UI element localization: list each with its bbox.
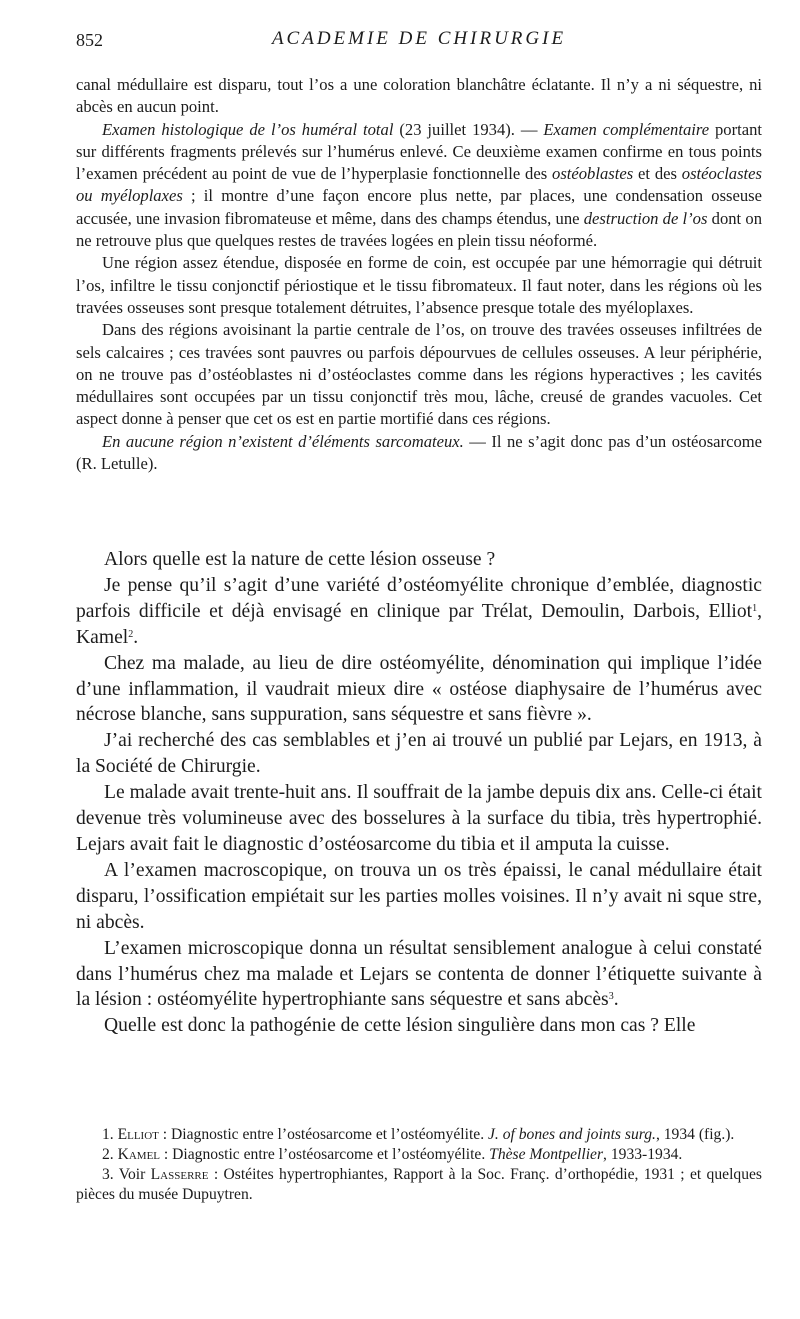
footnote-3: 3. Voir Lasserre : Ostéites hypertrophiantes, Rapport à la Soc. Franç. d’orthopédie, 1931 ; et quelques pièces du musée Dupuytren. — [76, 1166, 762, 1203]
body-paragraph-3: Chez ma malade, au lieu de dire ostéomyélite, dénomination qui implique l’idée d’une inflammation, il vaudrait mieux dire « ostéose diaphysaire de l’humérus avec nécrose blanche, sans suppuration, sans séquestre et sans fièvre ». — [76, 652, 762, 726]
body-paragraph-8: Quelle est donc la pathogénie de cette lésion singulière dans mon cas ? Elle — [104, 1015, 696, 1037]
pathology-report — [76, 74, 762, 475]
footnote-1: 1. Elliot : Diagnostic entre l’ostéosarcome et l’ostéomyélite. J. of bones and joints surg., 1934 (fig.). — [102, 1126, 735, 1143]
report-paragraph-5: En aucune région n’existent d’éléments sarcomateux. — Il ne s’agit donc pas d’un ostéosarcome (R. Letulle). — [76, 431, 763, 474]
footnote-ref-3: 3 — [608, 991, 614, 1003]
body-paragraph-1: Alors quelle est la nature de cette lésion osseuse ? — [104, 549, 496, 570]
histology-heading: Examen histologique de l’os huméral total — [102, 119, 394, 139]
footnote-2: 2. Kamel : Diagnostic entre l’ostéosarcome et l’ostéomyélite. Thèse Montpellier, 1933-1934. — [102, 1146, 683, 1163]
footnote-ref-2: 2 — [128, 628, 134, 640]
footnotes — [76, 1125, 762, 1205]
main-text — [76, 547, 762, 1039]
running-title: ACADEMIE DE CHIRURGIE — [271, 28, 567, 49]
report-paragraph-2: Examen histologique de l’os huméral total (23 juillet 1934). — Examen complémentaire portant sur différents fragments prélevés sur l’humérus enlevé. Ce deuxième examen confirme en tous points l’examen précédent au point de vue de l’hyperplasie fonctionnelle des ostéoblastes et des ostéoclastes ou myéloplaxes ; il montre d’une façon encore plus nette, par places, une condensation osseuse accusée, une invasion fibromateuse et même, dans des champs étendus, une destruction de l’os dont on ne retrouve plus que quelques restes de travées logées en plein tissu néoformé. — [76, 119, 762, 251]
footnote-ref-1: 1 — [752, 602, 758, 614]
body-paragraph-2: Je pense qu’il s’agit d’une variété d’ostéomyélite chronique d’emblée, diagnostic parfois difficile et déjà envisagé en clinique par Trélat, Demoulin, Darbois, Elliot$^1$, Kamel$^2$. — [76, 574, 762, 648]
body-paragraph-6: A l’examen macroscopique, on trouva un os très épaissi, le canal médullaire était disparu, l’ossification empiétait sur les parties molles voisines. Il n’y avait ni sque stre, ni abcès. — [76, 859, 762, 933]
page-number: 852 — [76, 30, 103, 50]
report-paragraph-4: Dans des régions avoisinant la partie centrale de l’os, on trouve des travées osseuses infiltrées de sels calcaires ; ces travées sont pauvres ou parfois dépourvues de cellules osseuses. A leur périphérie, on ne trouve pas d’ostéoblastes ni d’ostéoclastes comme dans les régions hyperactives ; les cavités médullaires sont occupées par un tissu conjonctif très mou, lâche, creusé de grandes vacuoles. Cet aspect donne à penser que cet os est en partie mortifié dans ces régions. — [76, 320, 762, 429]
page-header — [76, 28, 762, 56]
report-paragraph-1: canal médullaire est disparu, tout l’os a une coloration blanchâtre éclatante. Il n’y a ni séquestre, ni abcès en aucun point. — [76, 75, 762, 117]
report-paragraph-3: Une région assez étendue, disposée en forme de coin, est occupée par une hémorragie qui détruit l’os, infiltre le tissu conjonctif périostique et le tissu fibromateux. Il faut noter, dans les régions où les travées osseuses sont presque totalement détruites, l’absence presque totale des myéloplaxes. — [76, 253, 762, 317]
body-paragraph-5: Le malade avait trente-huit ans. Il souffrait de la jambe depuis dix ans. Celle-ci était devenue très volumineuse avec des bosselures à la surface du tibia, très hypertrophié. Lejars avait fait le diagnostic d’ostéosarcome du tibia et il amputa la cuisse. — [76, 782, 762, 855]
body-paragraph-4: J’ai recherché des cas semblables et j’en ai trouvé un publié par Lejars, en 1913, à la Société de Chirurgie. — [76, 730, 762, 778]
body-paragraph-7: L’examen microscopique donna un résultat sensiblement analogue à celui constaté dans l’humérus chez ma malade et Lejars se contenta de donner l’étiquette suivante à la lésion : ostéomyélite hypertrophiante sans séquestre et sans abcès$^3$. — [76, 937, 762, 1011]
